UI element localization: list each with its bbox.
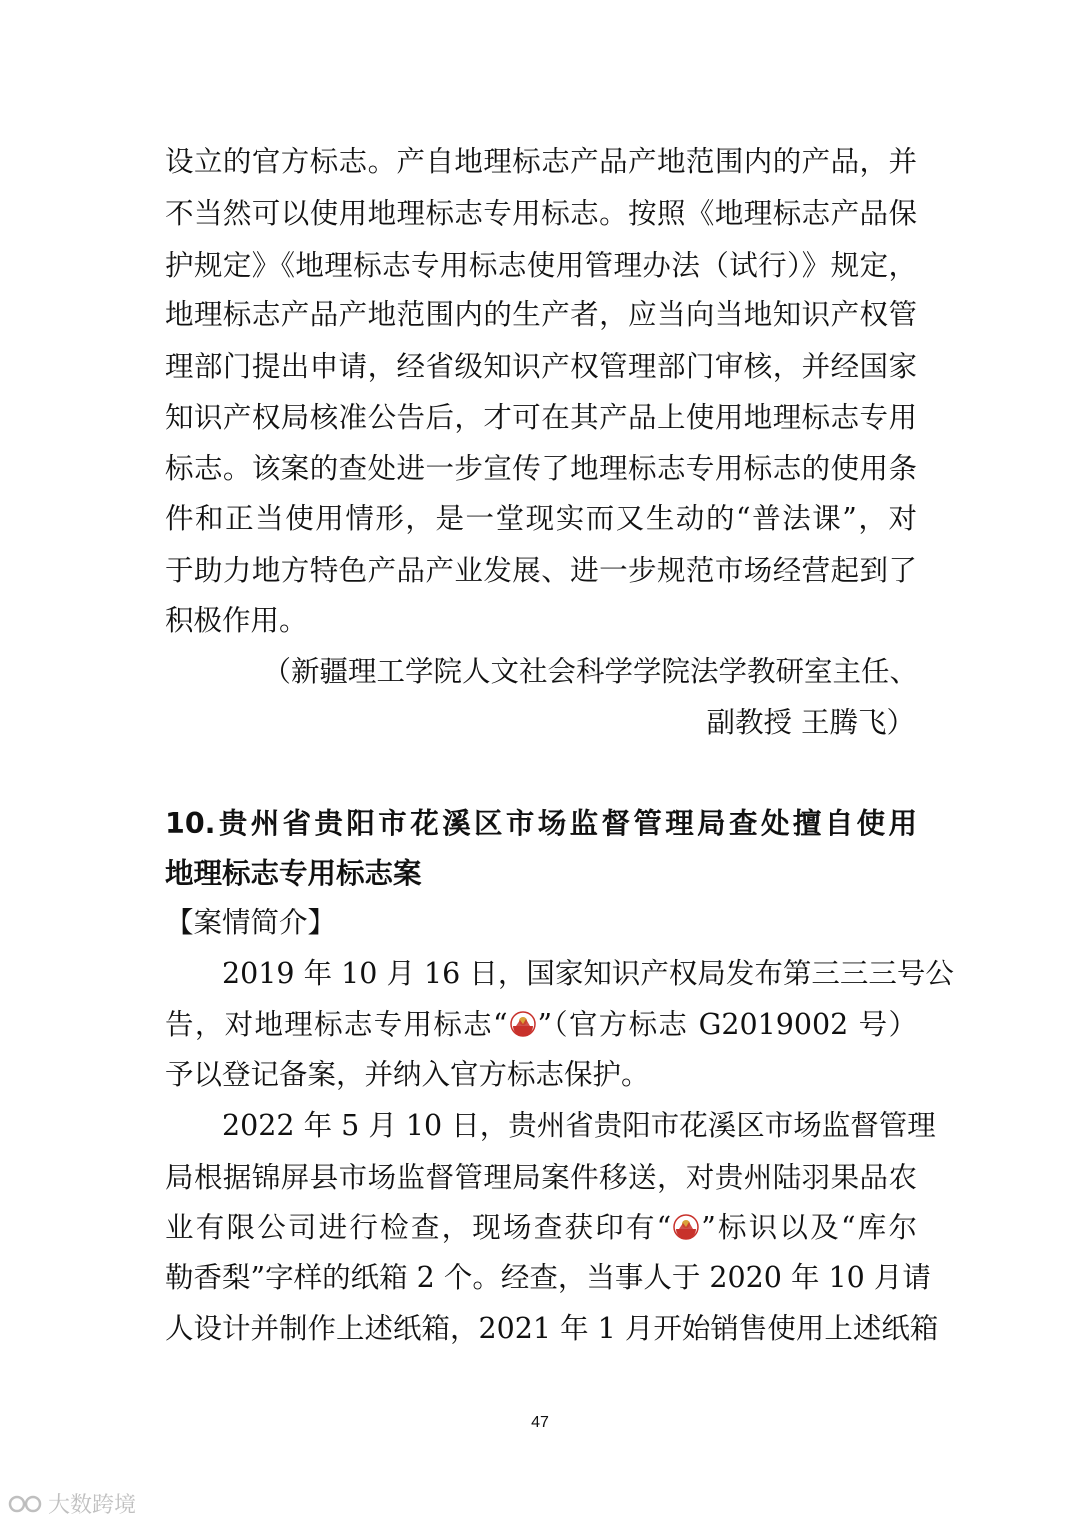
text-line: 局根据锦屏县市场监督管理局案件移送，对贵州陆羽果品农 <box>165 1161 917 1194</box>
text-line: 予以登记备案，并纳入官方标志保护。 <box>165 1058 650 1091</box>
text-line: 件和正当使用情形，是一堂现实而又生动的“普法课”，对 <box>165 502 917 535</box>
text-line <box>165 1008 917 1041</box>
text-line: 不当然可以使用地理标志专用标志。按照《地理标志产品保 <box>165 197 917 230</box>
author-signature: （新疆理工学院人文社会科学学院法学教研室主任、 <box>262 655 918 688</box>
text-line: 积极作用。 <box>165 604 308 637</box>
geographical-indication-seal-icon <box>673 1214 699 1240</box>
text-segment: 告，对地理标志专用标志“ <box>165 1008 508 1041</box>
page-number: 47 <box>531 1414 549 1431</box>
watermark-logo-icon <box>8 1491 42 1517</box>
text-line: 设立的官方标志。产自地理标志产品产地范围内的产品，并 <box>165 145 917 178</box>
text-line: 地理标志产品产地范围内的生产者，应当向当地知识产权管 <box>165 298 917 331</box>
text-segment: 业有限公司进行检查，现场查获印有“ <box>165 1211 672 1244</box>
section-subheading: 【案情简介】 <box>165 906 337 939</box>
watermark <box>8 1488 136 1519</box>
text-line: 于助力地方特色产品产业发展、进一步规范市场经营起到了 <box>165 554 917 587</box>
case-heading: 地理标志专用标志案 <box>165 857 422 890</box>
text-line: 勒香梨”字样的纸箱 2 个。经查，当事人于 2020 年 10 月请 <box>165 1261 931 1294</box>
text-line: 人设计并制作上述纸箱，2021 年 1 月开始销售使用上述纸箱 <box>165 1312 939 1345</box>
text-segment: ”（官方标志 G2019002 号） <box>537 1008 917 1041</box>
text-line: 知识产权局核准公告后，才可在其产品上使用地理标志专用 <box>165 401 917 434</box>
text-line: 2019 年 10 月 16 日，国家知识产权局发布第三三三号公 <box>222 957 954 990</box>
text-line <box>165 1211 917 1244</box>
text-line: 理部门提出申请，经省级知识产权管理部门审核，并经国家 <box>165 350 917 383</box>
text-segment: ”标识以及“库尔 <box>701 1211 917 1244</box>
text-line: 2022 年 5 月 10 日，贵州省贵阳市花溪区市场监督管理 <box>222 1109 936 1142</box>
text-line: 标志。该案的查处进一步宣传了地理标志专用标志的使用条 <box>165 452 917 485</box>
author-signature: 副教授 王腾飞） <box>706 706 915 739</box>
text-line: 护规定》《地理标志专用标志使用管理办法（试行）》规定， <box>165 249 917 282</box>
case-heading: 10.贵州省贵阳市花溪区市场监督管理局查处擅自使用 <box>165 807 917 840</box>
geographical-indication-seal-icon <box>510 1011 536 1037</box>
watermark-text: 大数跨境 <box>48 1493 137 1518</box>
